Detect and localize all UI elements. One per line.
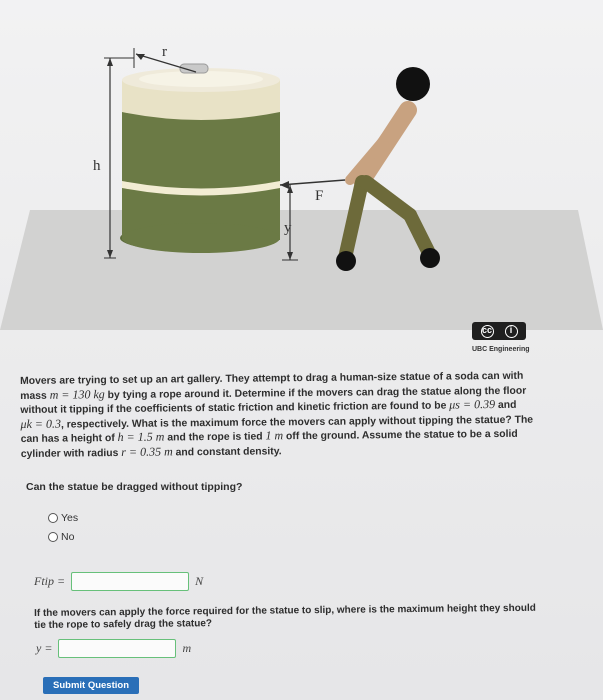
radio-yes[interactable] — [48, 513, 58, 523]
option-yes[interactable] — [48, 512, 78, 524]
attribution-icon: i — [505, 325, 518, 338]
problem-line-5: can has a height of h = 1.5 m and the rope is tied 1 m off the ground. Assume the statue to be a solid — [20, 428, 518, 446]
mover-head — [396, 67, 430, 101]
cc-icon: cc — [481, 325, 494, 338]
mover-foot-front — [420, 248, 440, 268]
credit-text: UBC Engineering — [472, 346, 530, 353]
height-question-line-2: tie the rope to safely drag the statue? — [34, 617, 213, 631]
license-badge — [472, 322, 526, 340]
submit-question-button[interactable]: Submit Question — [43, 677, 139, 694]
ftip-unit: N — [195, 574, 204, 588]
radio-no[interactable] — [48, 532, 58, 542]
y-answer-label: y = — [36, 641, 53, 655]
ftip-input[interactable] — [71, 572, 189, 591]
rope-line — [280, 180, 345, 185]
option-no[interactable] — [48, 531, 74, 543]
problem-line-3: without it tipping if the coefficients of static friction and kinetic friction are found to be μs = 0.39 and — [20, 397, 517, 417]
height-question-line-1: If the movers can apply the force required for the statue to slip, where is the maximum height they should — [34, 602, 536, 619]
mover-foot-back — [336, 251, 356, 271]
problem-line-4: μk = 0.3, respectively. What is the maximum force the movers can apply without tipping the statue? The — [20, 414, 534, 431]
force-arrow-head — [280, 181, 289, 189]
y-row — [36, 639, 191, 658]
floor — [0, 210, 603, 330]
ftip-row — [34, 572, 203, 591]
option-yes-label: Yes — [61, 512, 79, 524]
problem-line-2: mass m = 130 kg by tying a rope around it. Determine if the movers can drag the statue along the floor — [20, 385, 527, 402]
y-label: y — [284, 220, 292, 236]
option-no-label: No — [61, 531, 75, 543]
problem-line-6: cylinder with radius r = 0.35 m and constant density. — [20, 444, 282, 460]
ftip-label: Ftip = — [34, 574, 66, 588]
h-label: h — [93, 158, 101, 174]
F-label: F — [315, 188, 324, 204]
height-question — [34, 602, 594, 631]
y-unit: m — [182, 641, 192, 655]
r-label: r — [162, 44, 167, 60]
y-input[interactable] — [58, 639, 176, 658]
problem-line-1: Movers are trying to set up an art gallery. They attempt to drag a human-size statue of a soda can with — [20, 370, 524, 387]
can-bottom — [122, 223, 280, 253]
tipping-question: Can the statue be dragged without tipping? — [26, 481, 243, 493]
problem-statement — [20, 370, 601, 462]
